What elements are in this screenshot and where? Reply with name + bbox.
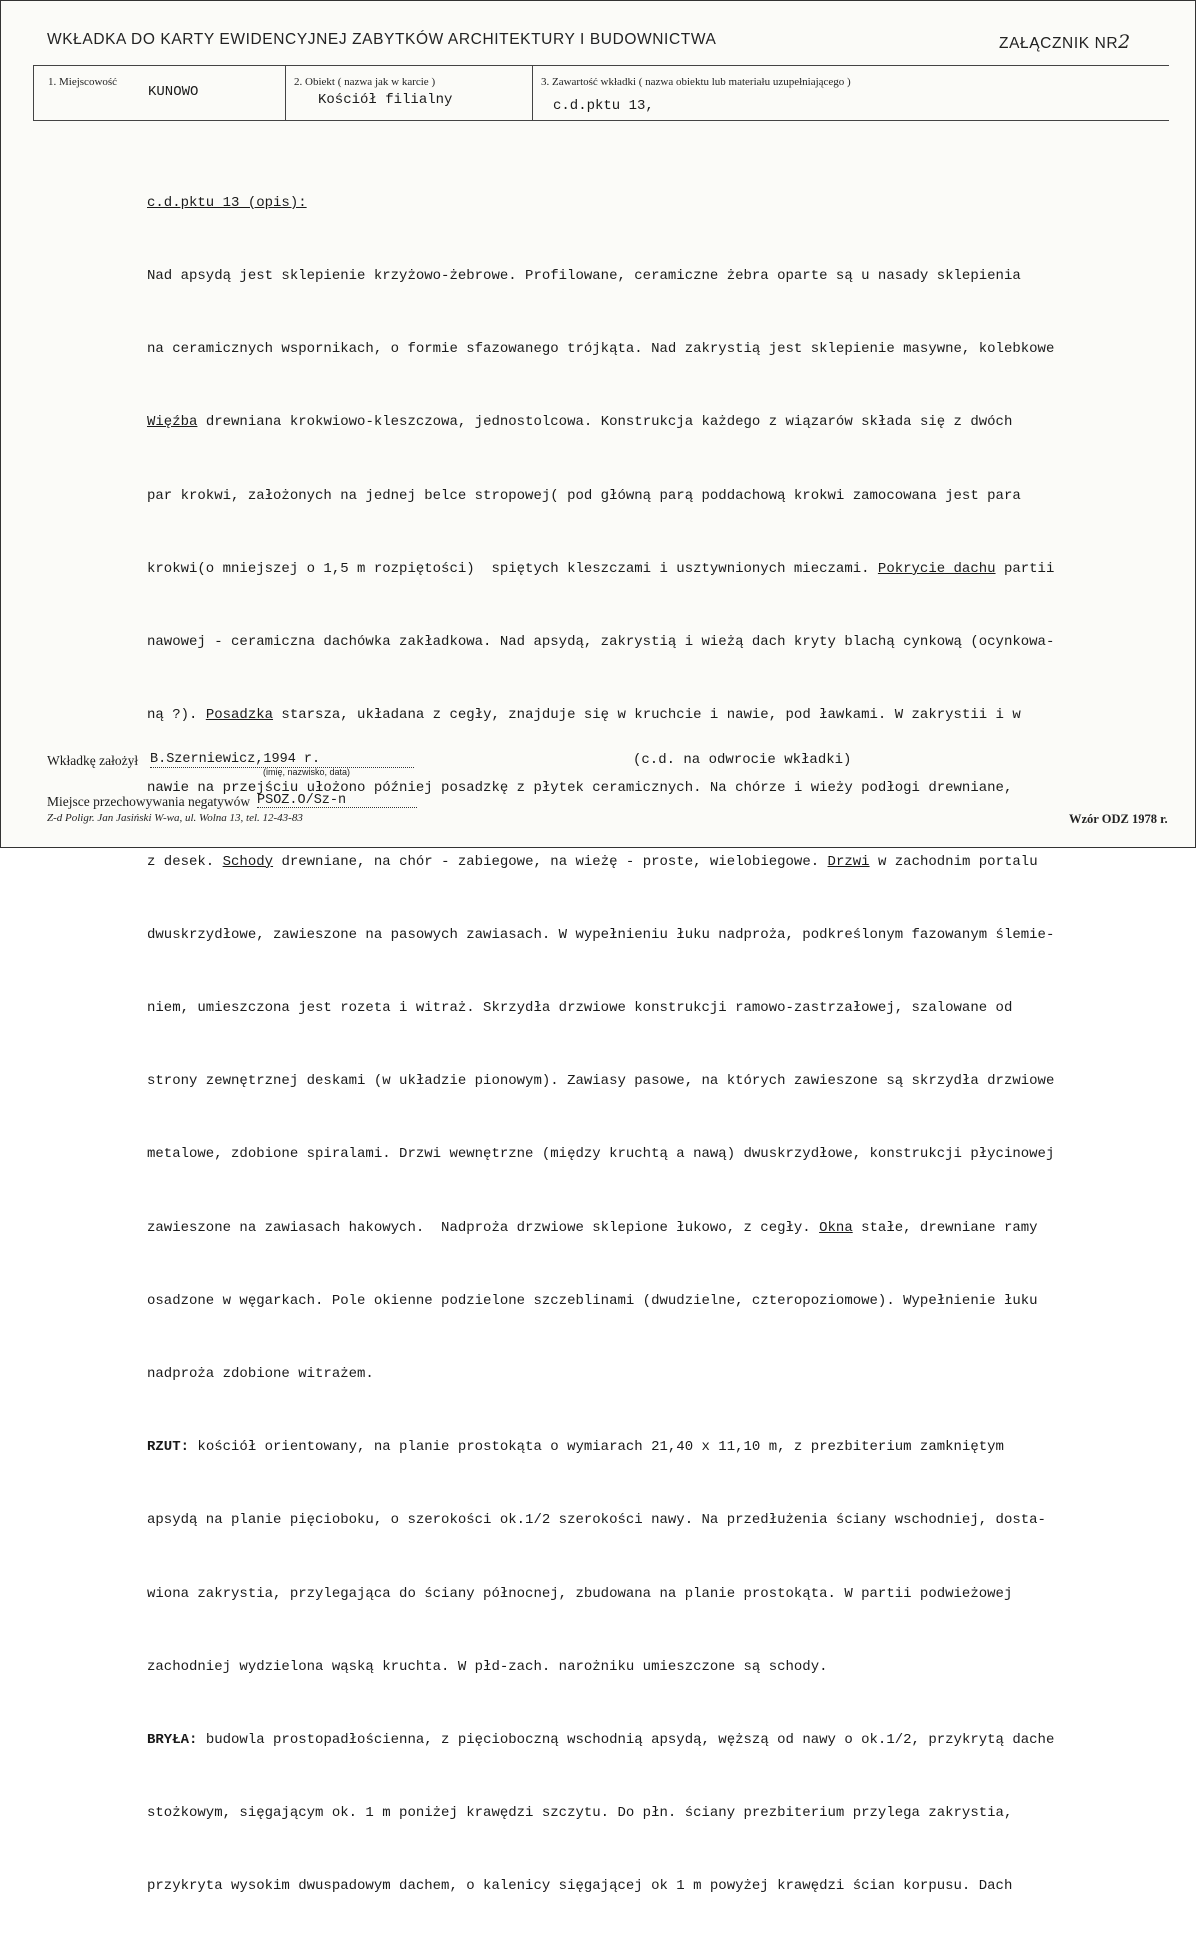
keyword-drzwi: Drzwi (827, 853, 870, 870)
printer-note: Z-d Poligr. Jan Jasiński W-wa, ul. Wolna 13, tel. 12-43-83 (47, 812, 303, 824)
text-line: nawie na przejściu ułożono później posadzkę z płytek ceramicznych. Na chórze i wieży podłogi drewniane, (147, 780, 1013, 797)
founder-value: B.Szerniewicz,1994 r. (150, 752, 321, 767)
section-bryla-label: BRYŁA: (147, 1732, 198, 1749)
object-cell (286, 66, 533, 120)
keyword-pokrycie-dachu: Pokrycie dachu (877, 560, 996, 577)
place-label: 1. Miejscowość (48, 76, 118, 88)
negatives-dotted-line (257, 807, 417, 808)
form-title: WKŁADKA DO KARTY EWIDENCYJNEJ ZABYTKÓW ARCHITEKTURY I BUDOWNICTWA (47, 31, 717, 48)
content-cell (533, 66, 1170, 120)
place-cell (34, 66, 286, 120)
keyword-wiezba: Więźba (147, 414, 198, 431)
text-line: zawieszone na zawiasach hakowych. Nadproża drzwiowe sklepione łukowo, z cegły. Okna stałe, drewniane ramy (147, 1219, 1038, 1236)
annex-number: 2 (1118, 31, 1131, 53)
negatives-label: Miejsce przechowywania negatywów (47, 794, 251, 809)
text-line: RZUT: kościół orientowany, na planie prostokąta o wymiarach 21,40 x 11,10 m, z prezbiterium zamkniętym (147, 1439, 1004, 1456)
text-line: nawowej - ceramiczna dachówka zakładkowa. Nad apsydą, zakrystią i wieżą dach kryty blachą cynkową (ocynkowa- (147, 634, 1055, 651)
text-line: niem, umieszczona jest rozeta i witraż. Skrzydła drzwiowe konstrukcji ramowo-zastrzałowej, szalowane od (147, 1000, 1013, 1017)
fields-table (33, 65, 1169, 121)
founder-label: Wkładkę założył (47, 753, 139, 768)
text-line: BRYŁA: budowla prostopadłościenna, z pięcioboczną wschodnią apsydą, węższą od nawy o ok.1/2, przykrytą dache (147, 1732, 1055, 1749)
text-line: par krokwi, założonych na jednej belce stropowej( pod główną parą poddachową krokwi zamocowana jest para (147, 487, 1021, 504)
text-line: z desek. Schody drewniane, na chór - zabiegowe, na wieżę - proste, wielobiegowe. Drzwi w zachodnim portalu (147, 853, 1038, 870)
negatives-value: PSOZ.O/Sz-n (257, 793, 347, 808)
section-rzut-label: RZUT: (147, 1439, 190, 1456)
object-value: Kościół filialny (318, 92, 453, 108)
text-line: Nad apsydą jest sklepienie krzyżowo-żebrowe. Profilowane, ceramiczne żebra oparte są u nasady sklepienia (147, 268, 1021, 285)
keyword-posadzka: Posadzka (205, 707, 274, 724)
form-number: Wzór ODZ 1978 r. (1069, 812, 1168, 826)
text-line: krokwi(o mniejszej o 1,5 m rozpiętości) spiętych kleszczami i usztywnionych mieczami. Pokrycie dachu partii (147, 560, 1055, 577)
text-line: zachodniej wydzielona wąską kruchta. W płd-zach. narożniku umieszczone są schody. (147, 1658, 828, 1675)
content-label: 3. Zawartość wkładki ( nazwa obiektu lub materiału uzupełniającego ) (541, 76, 851, 88)
content-value: c.d.pktu 13, (553, 98, 654, 114)
description-body (147, 142, 1067, 1948)
text-line: na ceramicznych wspornikach, o formie sfazowanego trójkąta. Nad zakrystią jest sklepienie masywne, kolebkowe (147, 341, 1055, 358)
keyword-schody: Schody (222, 853, 274, 870)
text-line: nadproża zdobione witrażem. (147, 1366, 374, 1383)
founder-hint: (imię, nazwisko, data) (263, 767, 351, 777)
text-line: Więźba drewniana krokwiowo-kleszczowa, jednostolcowa. Konstrukcja każdego z wiązarów składa się z dwóch (147, 414, 1013, 431)
description-heading: c.d.pktu 13 (opis): (147, 194, 307, 211)
keyword-okna: Okna (819, 1219, 853, 1236)
place-value: KUNOWO (148, 84, 199, 100)
text-line: strony zewnętrznej deskami (w układzie pionowym). Zawiasy pasowe, na których zawieszone są skrzydła drzwiowe (147, 1073, 1055, 1090)
annex-label (999, 31, 1131, 53)
text-line: wiona zakrystia, przylegająca do ściany północnej, zbudowana na planie prostokąta. W partii podwieżowej (147, 1585, 1013, 1602)
annex-label-text: ZAŁĄCZNIK NR (999, 35, 1119, 52)
text-line: ną ?). Posadzka starsza, układana z cegły, znajduje się w kruchcie i nawie, pod ławkami. W zakrystii i w (147, 707, 1021, 724)
text-line: przykryta wysokim dwuspadowym dachem, o kalenicy sięgającej ok 1 m powyżej krawędzi ścian korpusu. Dach (147, 1878, 1013, 1895)
text-line: apsydą na planie pięcioboku, o szerokości ok.1/2 szerokości nawy. Na przedłużenia ściany wschodniej, dosta- (147, 1512, 1046, 1529)
text-line: dwuskrzydłowe, zawieszone na pasowych zawiasach. W wypełnieniu łuku nadproża, podkreślonym fazowanym ślemie- (147, 926, 1055, 943)
object-label: 2. Obiekt ( nazwa jak w karcie ) (294, 76, 436, 88)
continued-note: (c.d. na odwrocie wkładki) (633, 752, 852, 768)
text-line: stożkowym, sięgającym ok. 1 m poniżej krawędzi szczytu. Do płn. ściany prezbiterium przylega zakrystia, (147, 1805, 1013, 1822)
text-line: metalowe, zdobione spiralami. Drzwi wewnętrzne (między kruchtą a nawą) dwuskrzydłowe, konstrukcji płycinowej (147, 1146, 1055, 1163)
text-line: osadzone w węgarkach. Pole okienne podzielone szczeblinami (dwudzielne, czteropoziomowe). Wypełnienie łuku (147, 1292, 1038, 1309)
